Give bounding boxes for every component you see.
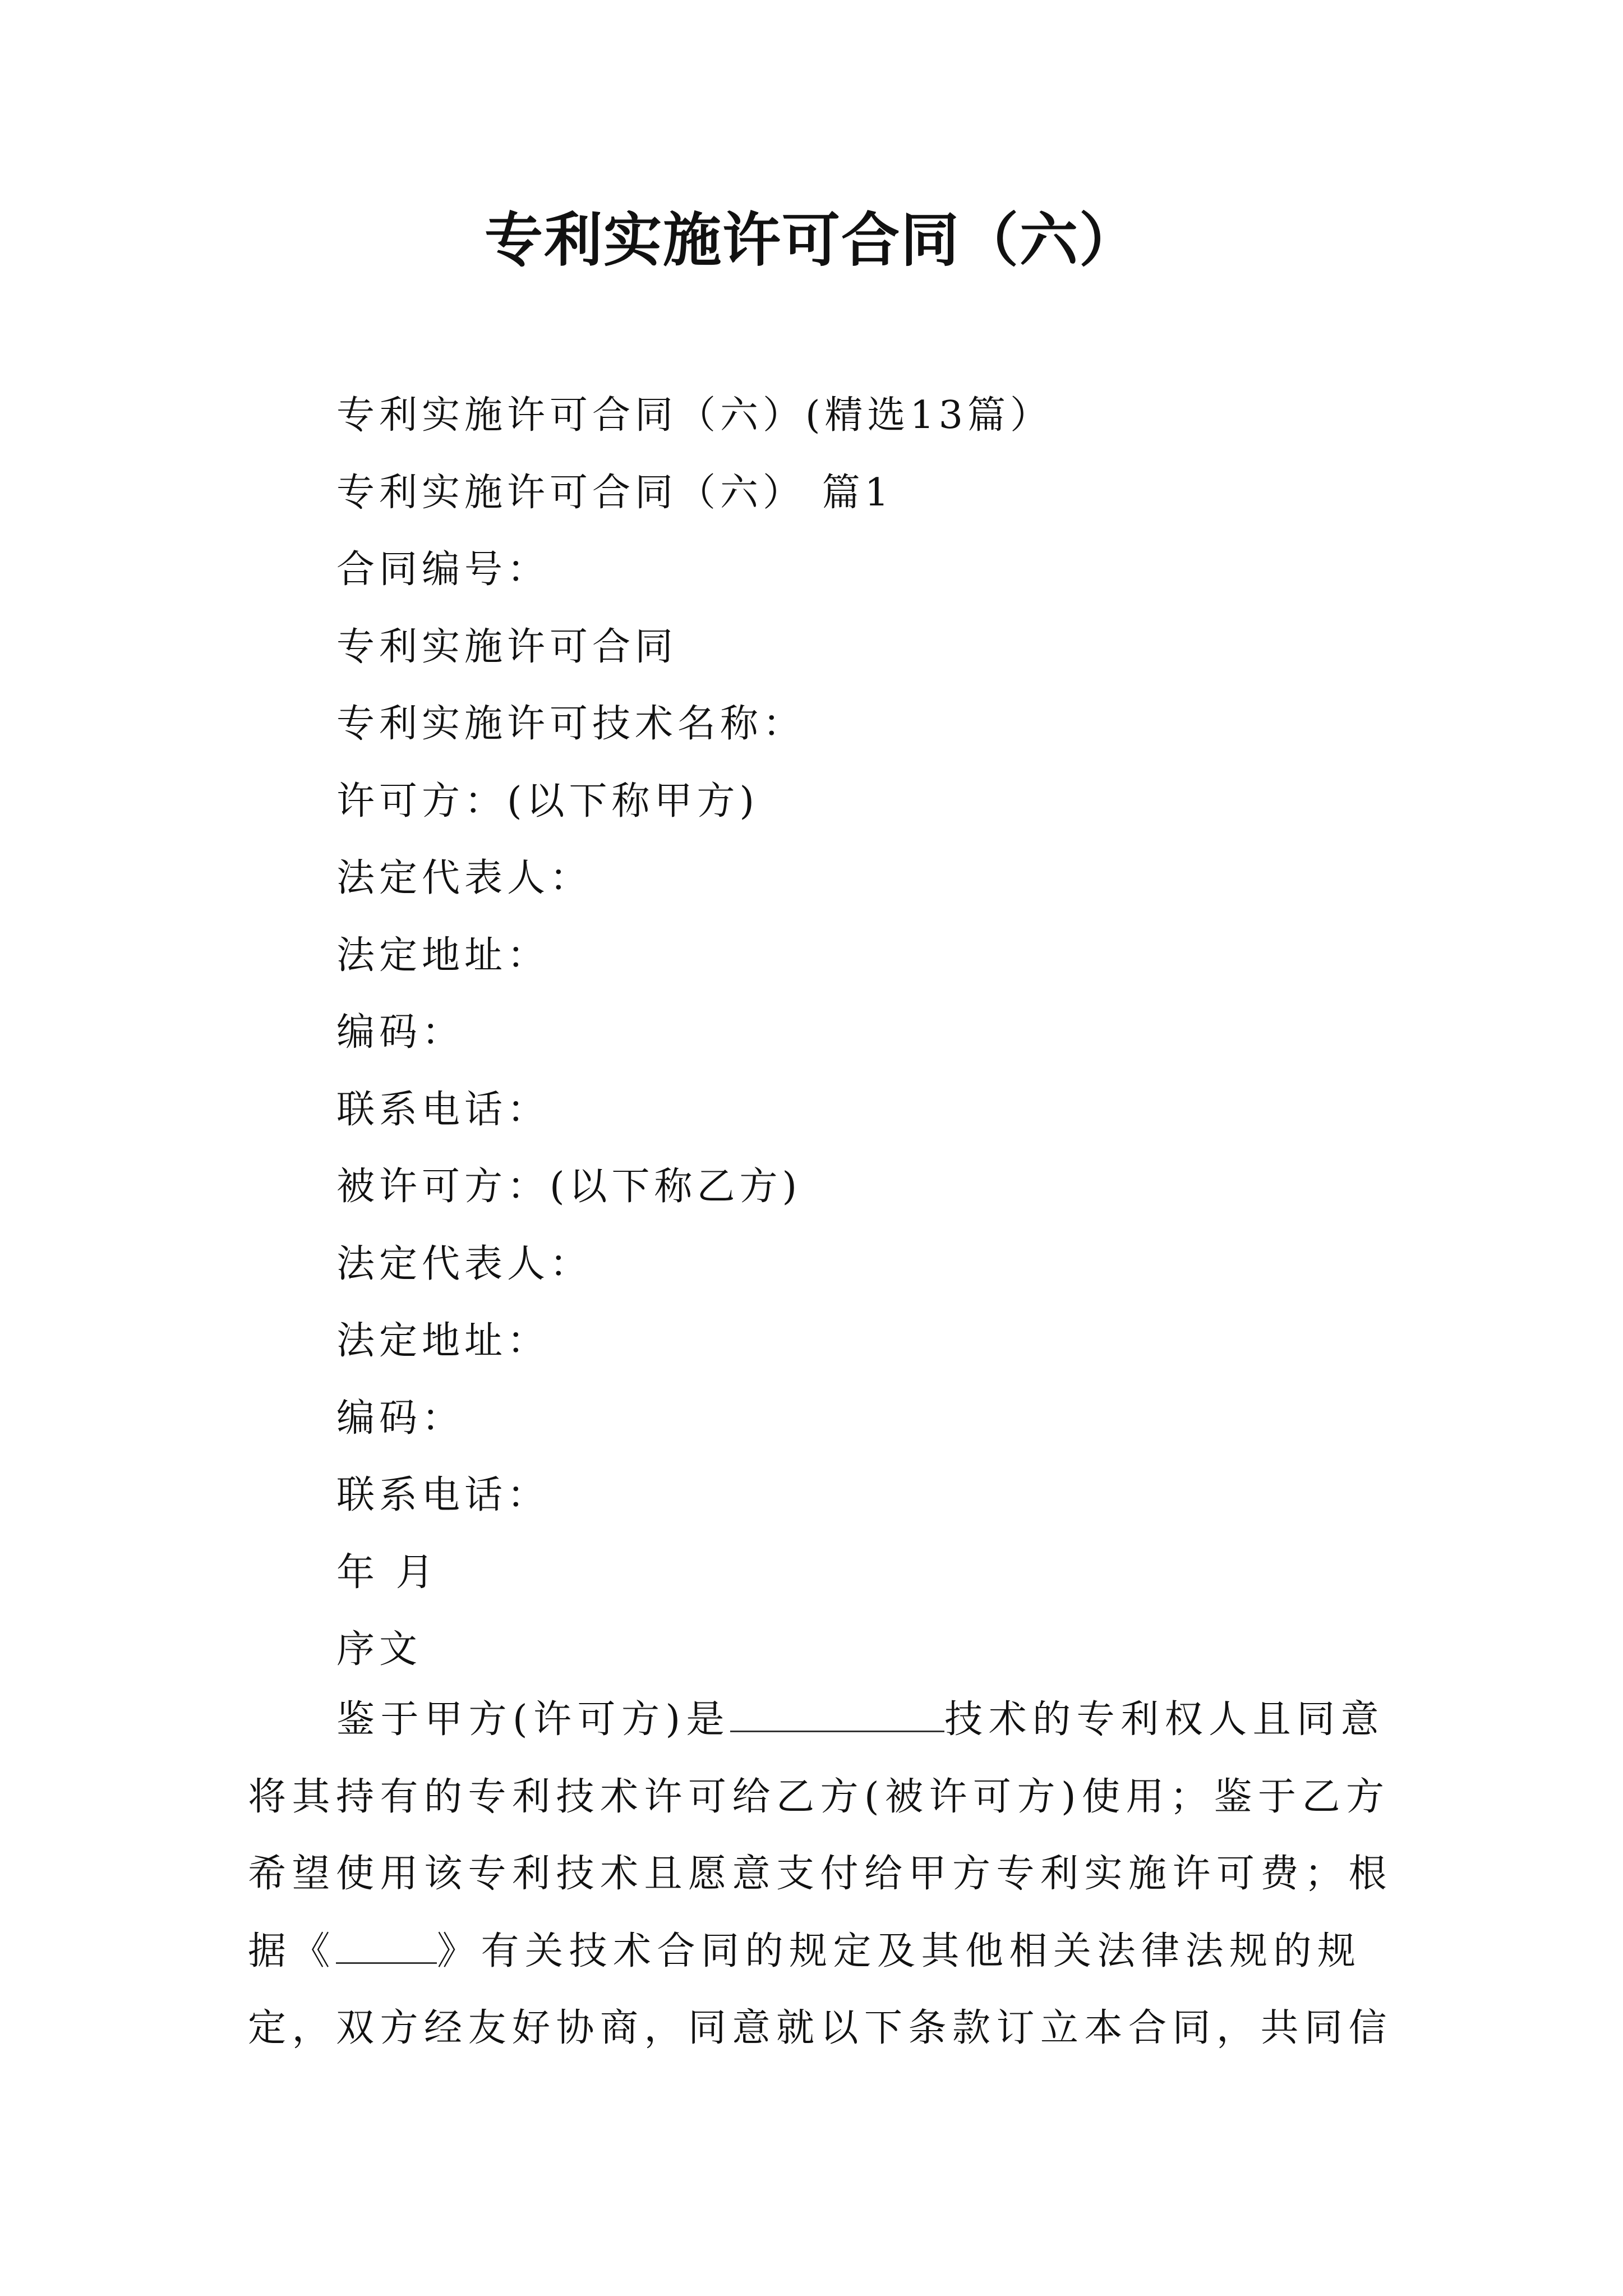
licensee-phone-field: 联系电话： — [336, 1473, 550, 1517]
licensor-phone-field: 联系电话： — [336, 1087, 550, 1132]
header-lines — [336, 377, 1402, 1688]
licensor-postcode-field: 编码： — [336, 1010, 465, 1055]
preamble-paragraph — [248, 1681, 1393, 2067]
preamble-line-4 — [248, 1913, 1375, 1990]
contract-name-line: 专利实施许可合同 — [336, 624, 678, 669]
preamble-text: 据《 — [248, 1929, 336, 1973]
preamble-line-2: 将其持有的专利技术许可给乙方(被许可方)使用；鉴于乙方 — [248, 1774, 1390, 1819]
licensor-field: 许可方：(以下称甲方) — [336, 779, 759, 823]
licensee-representative-field: 法定代表人： — [336, 1241, 593, 1286]
date-field: 年 月 — [336, 1550, 439, 1595]
subtitle-line: 专利实施许可合同（六）(精选13篇） — [336, 393, 1053, 438]
preamble-line-1 — [248, 1681, 1385, 1759]
licensor-representative-field: 法定代表人： — [336, 856, 593, 900]
fill-in-blank — [730, 1697, 944, 1732]
contract-number-field: 合同编号： — [336, 547, 550, 592]
licensee-address-field: 法定地址： — [336, 1319, 550, 1363]
preface-heading: 序文 — [336, 1627, 422, 1672]
preamble-line-5: 定，双方经友好协商，同意就以下条款订立本合同，共同信 — [248, 2006, 1393, 2050]
licensee-postcode-field: 编码： — [336, 1396, 465, 1441]
licensor-address-field: 法定地址： — [336, 933, 550, 978]
licensee-field: 被许可方：(以下称乙方) — [336, 1165, 802, 1209]
preamble-text: 鉴于甲方(许可方)是 — [336, 1697, 731, 1742]
preamble-text: 》有关技术合同的规定及其他相关法律法规的规 — [437, 1929, 1362, 1973]
fill-in-blank — [336, 1929, 437, 1964]
section-heading: 专利实施许可合同（六） 篇1 — [336, 470, 893, 515]
document-title: 专利实施许可合同（六） — [484, 205, 1138, 274]
preamble-text: 技术的专利权人且同意 — [944, 1697, 1385, 1742]
preamble-line-3: 希望使用该专利技术且愿意支付给甲方专利实施许可费；根 — [248, 1852, 1393, 1896]
technology-name-field: 专利实施许可技术名称： — [336, 702, 806, 746]
